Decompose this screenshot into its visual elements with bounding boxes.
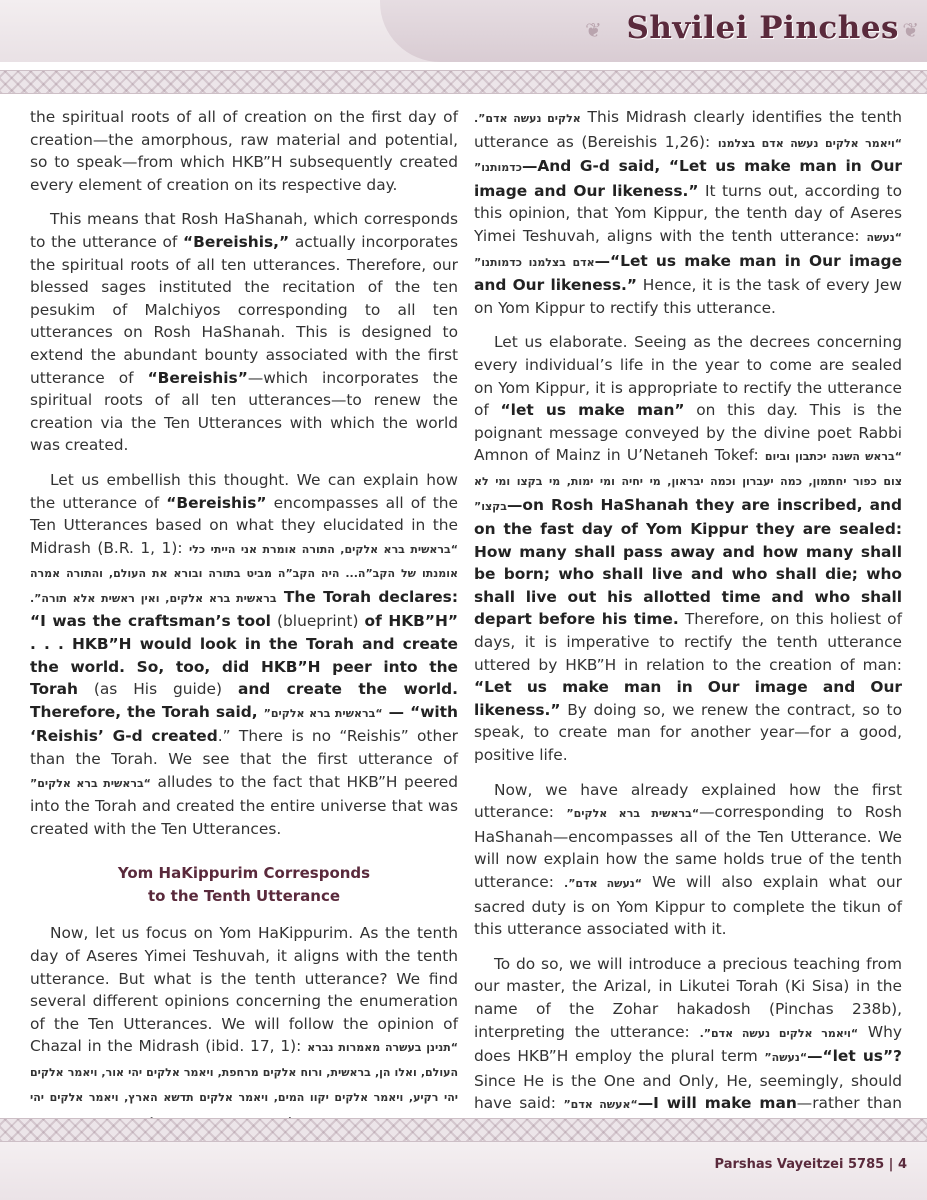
publication-title: Shvilei Pinches [626,10,899,46]
paragraph: Now, let us focus on Yom HaKippurim. As the tenth day of Aseres Yimei Teshuvah, it aligns with the tenth utterance. But what is the tenth utterance? We find several different opinions concerning the enumeration of the Ten Utterances. We will follow the opinion of Chazal in the Midrash (ibid. 17, 1): “תנינן בעשרה מאמרות נברא העולם, ואלו הן, בראשית, ורוח אלקים מרחפת, ויאמר אלקים יהי אור, ויאמר אלקים יהי רקיע, ויאמר אלקים יקוו המים, ויאמר אלקים תדשא הארץ, ויאמר אלקים יהי [30,922,458,1133]
hebrew-quote: אלקים נעשה אדם”. [474,112,581,125]
hebrew-quote: “בראשית ברא אלקים, התורה אומרת אני הייתי כלי אומנתו של הקב”ה... היה הקב”ה מביט בתורה ובורא את העולם, והתורה אמרה בראשית ברא אלקים, ואין ראשית אלא תורה”. [30,542,458,605]
paragraph: Let us embellish this thought. We can explain how the utterance of “Bereishis” encompasses all of the Ten Utterances based on what they elucidated in the Midrash (B.R. 1, 1): “בראשית ברא אלקים, התורה אומרת אני הייתי כלי אומנתו של הקב”ה... היה הקב”ה מביט בתורה ובורא את העולם, והתורה אמרה בראשית ברא אלקים, ואין ראשית אלא תורה”. The Torah declares: “I was the craftsman’s tool (blueprint) of HKB”H” . . . HKB”H would look in the Torah and create the world. So, too, did HKB”H peer into the Torah (as His guide) and create the world. Therefore, the Torah said, “בראשית ברא אלקים” — “with ‘Reishis’ G-d created.” There is no “Reishis” other than the Torah. We see that the first utterance of “בראשית ברא אלקים” alludes to the fact that HKB”H peered into the Torah and created the entire universe that was created with the Ten Utterances. [30,470,459,838]
ornament-left-icon: ❦ [585,18,602,42]
page-footer: Parshas Vayeitzei 5785 | 4 [714,1157,907,1172]
paragraph: To do so, we will introduce a precious teaching from our master, the Arizal, in Likutei Torah (Ki Sisa) in the name of the Zohar hakadosh (Pinchas 238b), interpreting the utterance: “ויאמר אלקים נעשה אדם”. Why does HKB”H employ the plural term “נעשה”—“let us”? Since He is the One and Only, He, seemingly, should have said: “אעשה אדם”—I will make man—rather than [474,954,902,1113]
hebrew-quote: “בראשית ברא אלקים” [30,776,151,790]
hebrew-quote: “בראשית ברא אלקים” [263,706,383,720]
hebrew-quote: “ויאמר אלקים נעשה אדם”. [699,1026,859,1040]
paragraph: the spiritual roots of all of creation on the first day of creation—the amorphous, raw material and potential, so to speak—from which HKB”H subsequently created every element of creation on its respective day. [30,108,458,194]
decorative-border-top [0,70,927,94]
hebrew-quote: “אעשה אדם” [563,1098,638,1112]
hebrew-quote: “בראשית ברא אלקים” [566,807,700,821]
hebrew-quote: “נעשה אדם בצלמנו כדמותנו” [474,230,902,269]
section-heading: Yom HaKippurim Corresponds to the Tenth Utterance [117,864,371,906]
hebrew-quote: “תנינן בעשרה מאמרות נברא העולם, ואלו הן, בראשית, ורוח אלקים מרחפת, ויאמר אלקים יהי אור, ויאמר אלקים יהי רקיע, ויאמר אלקים יקוו המים, ויאמר אלקים תדשא הארץ, ויאמר אלקים יהי [30,1041,459,1104]
decorative-border-bottom [0,1118,927,1142]
paragraph: Now, we have already explained how the first utterance: “בראשית ברא אלקים”—corresponding to Rosh HaShanah—encompasses all of the Ten Utterance. We will now explain how the same holds true of the tenth utterance: “נעשה אדם”. We will also explain what our sacred duty is on Yom Kippur to complete the tikun of this utterance associated with it. [474,780,902,939]
paragraph: אלקים נעשה אדם”. This Midrash clearly identifies the tenth utterance as (Bereishis 1,26): “ויאמר אלקים נעשה אדם בצלמנו כדמותנו”—And G-d said, “Let us make man in Our image and Our likeness.” It turns out, according to this opinion, that Yom Kippur, the tenth day of Aseres Yimei Teshuvah, aligns with the tenth utterance: “נעשה אדם בצלמנו כדמותנו”—“Let us make man in Our image and Our likeness.” Hence, it is the task of every Jew on Yom Kippur to rectify this utterance. [474,108,903,317]
paragraph: Let us elaborate. Seeing as the decrees concerning every individual’s life in the year to come are sealed on Yom Kippur, it is appropriate to rectify the utterance of “let us make man” on this day. This is the poignant message conveyed by the divine poet Rabbi Amnon of Mainz in U’Netaneh Tokef: “בראש השנה יכתבון וביום צום כפור יחתמון, כמה יעברון וכמה יבראון, מי יחיה ומי ימות, מי בקצו ומי לא בקצו”—on Rosh HaShanah they are inscribed, and on the fast day of Yom Kippur they are sealed: How many shall pass away and how many shall be born; who shall live and who shall die; who shall live out his allotted time and who shall depart before his time. Therefore, on this holiest of days, it is imperative to rectify the tenth utterance uttered by HKB”H in relation to the creation of man: “Let us make man in Our image and Our likeness.” By doing so, we renew the contract, so to speak, to create man for another year—for a good, positive life. [474,333,903,765]
hebrew-quote: “נעשה” [764,1051,808,1065]
ornament-right-icon: ❦ [902,18,919,42]
right-column [474,106,902,1114]
hebrew-quote: “נעשה אדם”. [564,877,643,890]
hebrew-quote: “בראש השנה יכתבון וביום צום כפור יחתמון, כמה יעברון וכמה יבראון, מי יחיה ומי ימות, מי בקצו ומי לא בקצו” [474,450,902,513]
left-column [30,106,458,1114]
hebrew-quote: “ויאמר אלקים נעשה אדם בצלמנו כדמותנו” [474,136,902,175]
paragraph: This means that Rosh HaShanah, which corresponds to the utterance of “Bereishis,” actually incorporates the spiritual roots of all ten utterances. Therefore, our blessed sages instituted the recitation of the ten pesukim of Malchiyos corresponding to all ten utterances on Rosh HaShanah. This is designed to extend the abundant bounty associated with the first utterance of “Bereishis”—which incorporates the spiritual roots of all ten utterances—to renew the creation via the Ten Utterances with which the world was created. [30,210,458,455]
